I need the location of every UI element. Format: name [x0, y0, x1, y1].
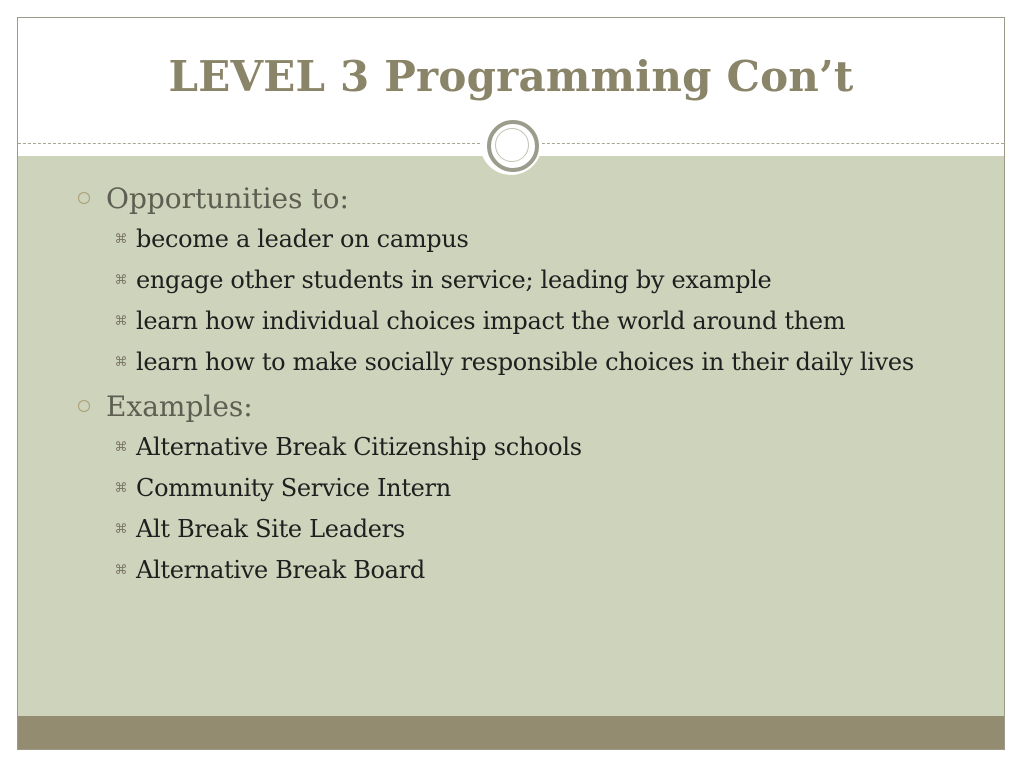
slide-title: LEVEL 3 Programming Con’t: [168, 52, 854, 101]
star-cross-icon: ⌘: [114, 521, 128, 537]
list-item: [114, 429, 582, 465]
slide: [17, 17, 1005, 750]
list-item-text: learn how to make socially responsible choices in their daily lives: [136, 348, 914, 376]
section-heading-opportunities: [78, 178, 349, 218]
section-heading-text: Examples:: [106, 389, 253, 423]
list-item: [114, 344, 914, 380]
list-item-text: Alternative Break Citizenship schools: [136, 433, 582, 461]
section-heading-examples: [78, 386, 253, 426]
star-cross-icon: ⌘: [114, 354, 128, 370]
list-item-text: Alt Break Site Leaders: [136, 515, 405, 543]
open-circle-icon: [78, 400, 90, 412]
ring-ornament-icon: [487, 120, 539, 172]
open-circle-icon: [78, 192, 90, 204]
list-item: [114, 221, 469, 257]
list-item-text: engage other students in service; leading by example: [136, 266, 772, 294]
star-cross-icon: ⌘: [114, 480, 128, 496]
star-cross-icon: ⌘: [114, 313, 128, 329]
list-item: [114, 303, 845, 339]
list-item: [114, 262, 771, 298]
list-item: [114, 470, 451, 506]
list-item-text: Community Service Intern: [136, 474, 451, 502]
section-heading-text: Opportunities to:: [106, 181, 349, 215]
star-cross-icon: ⌘: [114, 272, 128, 288]
circle-ornament: [480, 113, 542, 175]
star-cross-icon: ⌘: [114, 231, 128, 247]
list-item-text: become a leader on campus: [136, 225, 469, 253]
star-cross-icon: ⌘: [114, 562, 128, 578]
list-item-text: Alternative Break Board: [136, 556, 425, 584]
list-item-text: learn how individual choices impact the world around them: [136, 307, 846, 335]
list-item: [114, 552, 425, 588]
star-cross-icon: ⌘: [114, 439, 128, 455]
footer-band: [18, 716, 1004, 750]
list-item: [114, 511, 405, 547]
content-area: [18, 156, 1004, 716]
